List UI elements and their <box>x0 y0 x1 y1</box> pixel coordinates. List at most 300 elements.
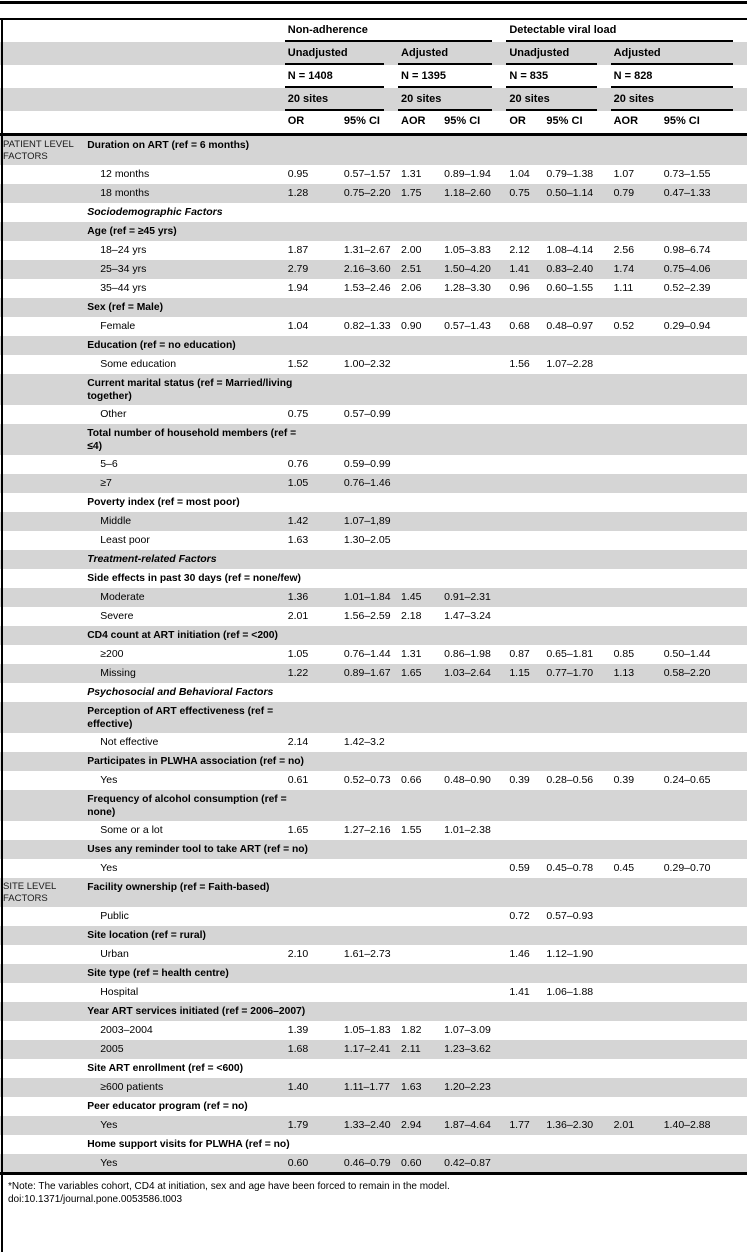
footnote-note: *Note: The variables cohort, CD4 at initiation, sex and age have been forced to remain in the model. <box>8 1181 450 1192</box>
value-cell <box>543 1154 610 1174</box>
value-cell: 0.60 <box>287 1157 309 1169</box>
value-cell <box>398 405 441 424</box>
value-cell <box>506 1078 543 1097</box>
category-label-text: Site type (ref = health centre) <box>87 968 229 979</box>
value-cell <box>398 945 441 964</box>
sites-count: 20 sites <box>611 88 747 111</box>
value-cell: 0.52–2.39 <box>663 282 711 294</box>
category-row <box>0 840 747 859</box>
value-cell <box>611 821 661 840</box>
top-rule <box>0 1 747 4</box>
value-cell: 0.75 <box>287 408 309 420</box>
value-cell: 0.89–1.94 <box>444 168 491 180</box>
value-cell: 2.00 <box>401 244 422 256</box>
row-group-label <box>0 926 84 945</box>
table-row <box>0 184 747 203</box>
value-cell <box>543 607 610 626</box>
value-cell: 0.91–2.31 <box>444 591 491 603</box>
value-cell: 0.42–0.87 <box>444 1157 491 1169</box>
row-label: 5–6 <box>100 458 118 470</box>
value-cell: 2.10 <box>287 948 309 960</box>
value-cell: 1.56 <box>509 358 530 370</box>
value-cell: 1.87–4.64 <box>444 1119 491 1131</box>
value-cell: 1.22 <box>287 667 309 679</box>
row-group-label <box>0 907 84 926</box>
value-cell: 1.36 <box>287 591 309 603</box>
value-cell: 2.51 <box>401 263 422 275</box>
category-row <box>0 374 747 405</box>
value-cell: 1.30–2.05 <box>343 534 391 546</box>
row-group-label <box>0 1002 84 1021</box>
value-cell <box>441 531 506 550</box>
section-label-text: Treatment-related Factors <box>87 553 217 565</box>
header-spacer <box>0 88 84 111</box>
table-row <box>0 241 747 260</box>
value-cell: 0.96 <box>509 282 530 294</box>
value-cell: 1.31 <box>401 648 422 660</box>
row-label: Female <box>100 320 136 332</box>
value-cell <box>285 907 341 926</box>
value-cell <box>543 474 610 493</box>
category-label-text: Uses any reminder tool to take ART (ref = no) <box>87 844 308 855</box>
value-cell: 1.20–2.23 <box>444 1081 491 1093</box>
value-cell: 0.50–1.44 <box>663 648 711 660</box>
value-cell: 0.76–1.44 <box>343 648 391 660</box>
value-cell: 0.75 <box>509 187 530 199</box>
value-cell: 0.50–1.14 <box>546 187 594 199</box>
value-cell: 1.55 <box>401 824 422 836</box>
value-cell: 1.42–3.2 <box>343 736 385 748</box>
value-cell <box>506 588 543 607</box>
value-cell: 1.17–2.41 <box>343 1043 391 1055</box>
value-cell <box>611 983 661 1002</box>
value-cell: 0.61 <box>287 774 309 786</box>
aor-header: AOR <box>611 111 661 135</box>
row-group-label <box>0 241 84 260</box>
category-label-text: CD4 count at ART initiation (ref = <200) <box>87 630 278 641</box>
category-label <box>84 702 747 733</box>
value-cell <box>543 821 610 840</box>
category-label-text: Site ART enrollment (ref = <600) <box>87 1063 244 1074</box>
table-row <box>0 664 747 683</box>
value-cell <box>661 607 747 626</box>
header-row-adjustment <box>0 42 747 65</box>
table-row <box>0 355 747 374</box>
value-cell: 0.39 <box>509 774 530 786</box>
section-row <box>0 203 747 222</box>
value-cell: 1.23–3.62 <box>444 1043 491 1055</box>
value-cell <box>543 1078 610 1097</box>
value-cell: 0.47–1.33 <box>663 187 711 199</box>
value-cell: 0.52 <box>613 320 635 332</box>
value-cell <box>661 983 747 1002</box>
row-label: 25–34 yrs <box>100 263 147 275</box>
value-cell: 0.60 <box>401 1157 422 1169</box>
value-cell: 1.68 <box>287 1043 309 1055</box>
column-group-non-adherence <box>285 19 507 42</box>
section-row <box>0 683 747 702</box>
row-group-label <box>0 752 84 771</box>
category-label-text: Home support visits for PLWHA (ref = no) <box>87 1139 290 1150</box>
value-cell: 1.36–2.30 <box>546 1119 594 1131</box>
value-cell: 1.77 <box>509 1119 530 1131</box>
row-group-label <box>0 279 84 298</box>
value-cell: 1.08–4.14 <box>546 244 594 256</box>
value-cell: 2.94 <box>401 1119 422 1131</box>
value-cell <box>661 355 747 374</box>
value-cell: 1.63 <box>287 534 309 546</box>
value-cell <box>661 405 747 424</box>
value-cell: 0.76–1.46 <box>343 477 391 489</box>
value-cell: 2.16–3.60 <box>343 263 391 275</box>
value-cell: 1.52 <box>287 358 309 370</box>
value-cell: 0.83–2.40 <box>546 263 594 275</box>
row-group-label <box>0 790 84 821</box>
row-label: Urban <box>100 948 129 960</box>
value-cell: 1.03–2.64 <box>444 667 491 679</box>
sample-size: N = 828 <box>611 65 747 88</box>
category-label <box>84 493 747 512</box>
category-label <box>84 424 747 455</box>
value-cell <box>441 455 506 474</box>
value-cell <box>543 455 610 474</box>
row-group-label <box>0 1078 84 1097</box>
row-group-label <box>0 607 84 626</box>
value-cell: 1.01–1.84 <box>343 591 391 603</box>
table-body <box>0 135 747 1174</box>
category-label <box>84 878 747 907</box>
value-cell <box>661 733 747 752</box>
category-label <box>84 840 747 859</box>
value-cell <box>441 405 506 424</box>
category-label <box>84 964 747 983</box>
sample-size: N = 835 <box>506 65 610 88</box>
row-label: 18–24 yrs <box>100 244 147 256</box>
row-label: Not effective <box>100 736 159 748</box>
row-group-label <box>0 1059 84 1078</box>
value-cell <box>398 512 441 531</box>
row-label: 35–44 yrs <box>100 282 147 294</box>
value-cell: 1.47–3.24 <box>444 610 491 622</box>
value-cell <box>611 733 661 752</box>
row-group-label <box>0 203 84 222</box>
row-group-label <box>0 1040 84 1059</box>
value-cell: 1.27–2.16 <box>343 824 391 836</box>
value-cell <box>398 733 441 752</box>
value-cell: 1.18–2.60 <box>444 187 491 199</box>
row-group-label <box>0 771 84 790</box>
row-group-label <box>0 945 84 964</box>
value-cell <box>611 355 661 374</box>
row-group-label <box>0 569 84 588</box>
row-group-label <box>0 821 84 840</box>
category-label-text: Sex (ref = Male) <box>87 302 164 313</box>
category-label <box>84 790 747 821</box>
ci-header: 95% CI <box>341 111 398 135</box>
value-cell <box>441 907 506 926</box>
value-cell: 1.94 <box>287 282 309 294</box>
value-cell <box>611 405 661 424</box>
value-cell: 1.01–2.38 <box>444 824 491 836</box>
category-label <box>84 926 747 945</box>
value-cell: 0.77–1.70 <box>546 667 594 679</box>
value-cell <box>441 983 506 1002</box>
row-group-label <box>0 260 84 279</box>
value-cell <box>285 859 341 878</box>
value-cell: 0.79–1.38 <box>546 168 594 180</box>
table-row <box>0 1078 747 1097</box>
value-cell <box>506 531 543 550</box>
value-cell: 0.76 <box>287 458 309 470</box>
table-row <box>0 907 747 926</box>
category-row <box>0 926 747 945</box>
row-group-label <box>0 165 84 184</box>
value-cell <box>506 733 543 752</box>
value-cell <box>506 512 543 531</box>
value-cell <box>506 607 543 626</box>
value-cell: 0.85 <box>613 648 635 660</box>
value-cell: 1.45 <box>401 591 422 603</box>
ci-header: 95% CI <box>543 111 610 135</box>
value-cell: 0.39 <box>613 774 635 786</box>
row-group-label <box>0 983 84 1002</box>
value-cell <box>543 531 610 550</box>
category-label <box>84 1135 747 1154</box>
row-label: Yes <box>100 1119 118 1131</box>
value-cell: 1.56–2.59 <box>343 610 391 622</box>
ci-header: 95% CI <box>661 111 747 135</box>
value-cell <box>661 907 747 926</box>
value-cell: 1.82 <box>401 1024 422 1036</box>
value-cell: 0.24–0.65 <box>663 774 711 786</box>
value-cell: 0.57–0.93 <box>546 910 594 922</box>
value-cell <box>441 474 506 493</box>
row-group-label <box>0 374 84 405</box>
sites-count: 20 sites <box>398 88 506 111</box>
category-label-text: Poverty index (ref = most poor) <box>87 497 240 508</box>
value-cell: 1.00–2.32 <box>343 358 391 370</box>
value-cell: 0.48–0.97 <box>546 320 594 332</box>
row-group-label <box>0 512 84 531</box>
table-row <box>0 607 747 626</box>
value-cell: 0.98–6.74 <box>663 244 711 256</box>
value-cell: 1.13 <box>613 667 635 679</box>
row-group-label <box>0 1097 84 1116</box>
category-row <box>0 702 747 733</box>
value-cell: 1.40 <box>287 1081 309 1093</box>
value-cell <box>543 588 610 607</box>
row-group-label <box>0 355 84 374</box>
value-cell: 1.31–2.67 <box>343 244 391 256</box>
value-cell: 1.05–3.83 <box>444 244 491 256</box>
value-cell: 2.79 <box>287 263 309 275</box>
value-cell: 0.45–0.78 <box>546 862 594 874</box>
value-cell <box>398 474 441 493</box>
category-label <box>84 222 747 241</box>
value-cell <box>543 512 610 531</box>
row-label: Severe <box>100 610 134 622</box>
value-cell <box>611 607 661 626</box>
value-cell: 0.57–1.43 <box>444 320 491 332</box>
category-row <box>0 1059 747 1078</box>
table-row <box>0 1021 747 1040</box>
category-label-text: Participates in PLWHA association (ref = no) <box>87 756 304 767</box>
table-row <box>0 1116 747 1135</box>
value-cell <box>398 455 441 474</box>
value-cell <box>441 859 506 878</box>
row-label: Some or a lot <box>100 824 163 836</box>
value-cell: 1.06–1.88 <box>546 986 594 998</box>
table-row <box>0 455 747 474</box>
row-group-label <box>0 626 84 645</box>
value-cell: 0.59 <box>509 862 530 874</box>
or-header: OR <box>506 111 543 135</box>
row-label: Some education <box>100 358 177 370</box>
category-label <box>84 1059 747 1078</box>
header-spacer <box>84 65 285 88</box>
section-row <box>0 550 747 569</box>
header-row-column-groups <box>0 19 747 42</box>
value-cell: 0.87 <box>509 648 530 660</box>
category-row <box>0 878 747 907</box>
category-row <box>0 222 747 241</box>
row-label: Hospital <box>100 986 139 998</box>
value-cell <box>661 1040 747 1059</box>
row-label: ≥7 <box>100 477 112 489</box>
value-cell <box>611 1021 661 1040</box>
row-group-label <box>0 184 84 203</box>
value-cell: 1.40–2.88 <box>663 1119 711 1131</box>
value-cell: 2.01 <box>287 610 309 622</box>
row-group-label <box>0 336 84 355</box>
value-cell <box>611 1078 661 1097</box>
table-row <box>0 771 747 790</box>
column-group-detectable-viral-load <box>506 19 747 42</box>
row-group-label <box>0 1116 84 1135</box>
value-cell: 2.11 <box>401 1043 421 1055</box>
category-label <box>84 752 747 771</box>
row-group-label <box>0 1154 84 1174</box>
table-row <box>0 260 747 279</box>
section-label <box>84 550 747 569</box>
category-row <box>0 964 747 983</box>
row-group-label <box>0 964 84 983</box>
value-cell: 1.65 <box>287 824 309 836</box>
value-cell: 0.28–0.56 <box>546 774 594 786</box>
value-cell: 0.68 <box>509 320 530 332</box>
sample-size: N = 1395 <box>398 65 506 88</box>
value-cell: 0.82–1.33 <box>343 320 391 332</box>
value-cell <box>543 1021 610 1040</box>
value-cell <box>398 531 441 550</box>
value-cell: 1.41 <box>509 263 530 275</box>
footnote-doi: doi:10.1371/journal.pone.0053586.t003 <box>8 1194 183 1205</box>
value-cell <box>341 907 398 926</box>
table-row <box>0 859 747 878</box>
row-label: Middle <box>100 515 132 527</box>
category-row <box>0 424 747 455</box>
row-group-label: SITE LEVEL FACTORS <box>3 881 56 904</box>
row-group-label <box>0 455 84 474</box>
row-group-label <box>0 531 84 550</box>
category-label <box>84 1002 747 1021</box>
value-cell <box>506 821 543 840</box>
value-cell <box>341 859 398 878</box>
value-cell <box>661 821 747 840</box>
value-cell: 1.39 <box>287 1024 309 1036</box>
table-row <box>0 279 747 298</box>
row-label: Other <box>100 408 127 420</box>
value-cell <box>398 907 441 926</box>
value-cell: 1.05–1.83 <box>343 1024 391 1036</box>
value-cell <box>661 1021 747 1040</box>
header-spacer <box>84 111 285 135</box>
value-cell <box>661 512 747 531</box>
value-cell: 1.07–1,89 <box>343 515 391 527</box>
row-group-label <box>0 702 84 733</box>
value-cell: 0.73–1.55 <box>663 168 711 180</box>
category-label <box>84 569 747 588</box>
value-cell <box>611 945 661 964</box>
value-cell: 1.04 <box>509 168 530 180</box>
header-spacer <box>0 42 84 65</box>
table-row <box>0 821 747 840</box>
row-group-label <box>0 550 84 569</box>
category-label-text: Age (ref = ≥45 yrs) <box>87 226 177 237</box>
header-spacer <box>0 19 84 42</box>
sites-count: 20 sites <box>285 88 398 111</box>
row-label: ≥200 <box>100 648 124 660</box>
section-label-text: Psychosocial and Behavioral Factors <box>87 686 274 698</box>
header-spacer <box>84 88 285 111</box>
value-cell <box>661 531 747 550</box>
subgroup-adjusted: Adjusted <box>398 42 506 65</box>
value-cell: 0.57–0.99 <box>343 408 391 420</box>
value-cell <box>661 474 747 493</box>
category-row <box>0 752 747 771</box>
subgroup-adjusted: Adjusted <box>611 42 747 65</box>
value-cell <box>441 355 506 374</box>
row-label: Yes <box>100 1157 118 1169</box>
value-cell: 2.18 <box>401 610 422 622</box>
value-cell: 0.46–0.79 <box>343 1157 391 1169</box>
value-cell: 0.29–0.70 <box>663 862 711 874</box>
value-cell <box>398 859 441 878</box>
table-row <box>0 1154 747 1174</box>
value-cell: 0.66 <box>401 774 422 786</box>
category-row <box>0 135 747 166</box>
row-label: 2005 <box>100 1043 124 1055</box>
category-label-text: Site location (ref = rural) <box>87 930 206 941</box>
value-cell <box>441 945 506 964</box>
header-row-sites <box>0 88 747 111</box>
row-label: 12 months <box>100 168 150 180</box>
table-row <box>0 474 747 493</box>
section-label <box>84 203 747 222</box>
column-group-label: Non-adherence <box>285 20 493 42</box>
row-group-label <box>0 298 84 317</box>
category-label <box>84 1097 747 1116</box>
value-cell: 1.41 <box>509 986 530 998</box>
category-label-text: Side effects in past 30 days (ref = none/few) <box>87 573 301 584</box>
category-row <box>0 336 747 355</box>
value-cell: 0.60–1.55 <box>546 282 594 294</box>
value-cell: 1.28 <box>287 187 309 199</box>
row-group-label <box>0 222 84 241</box>
value-cell <box>661 455 747 474</box>
value-cell: 1.11–1.77 <box>343 1081 390 1093</box>
table-row <box>0 1040 747 1059</box>
